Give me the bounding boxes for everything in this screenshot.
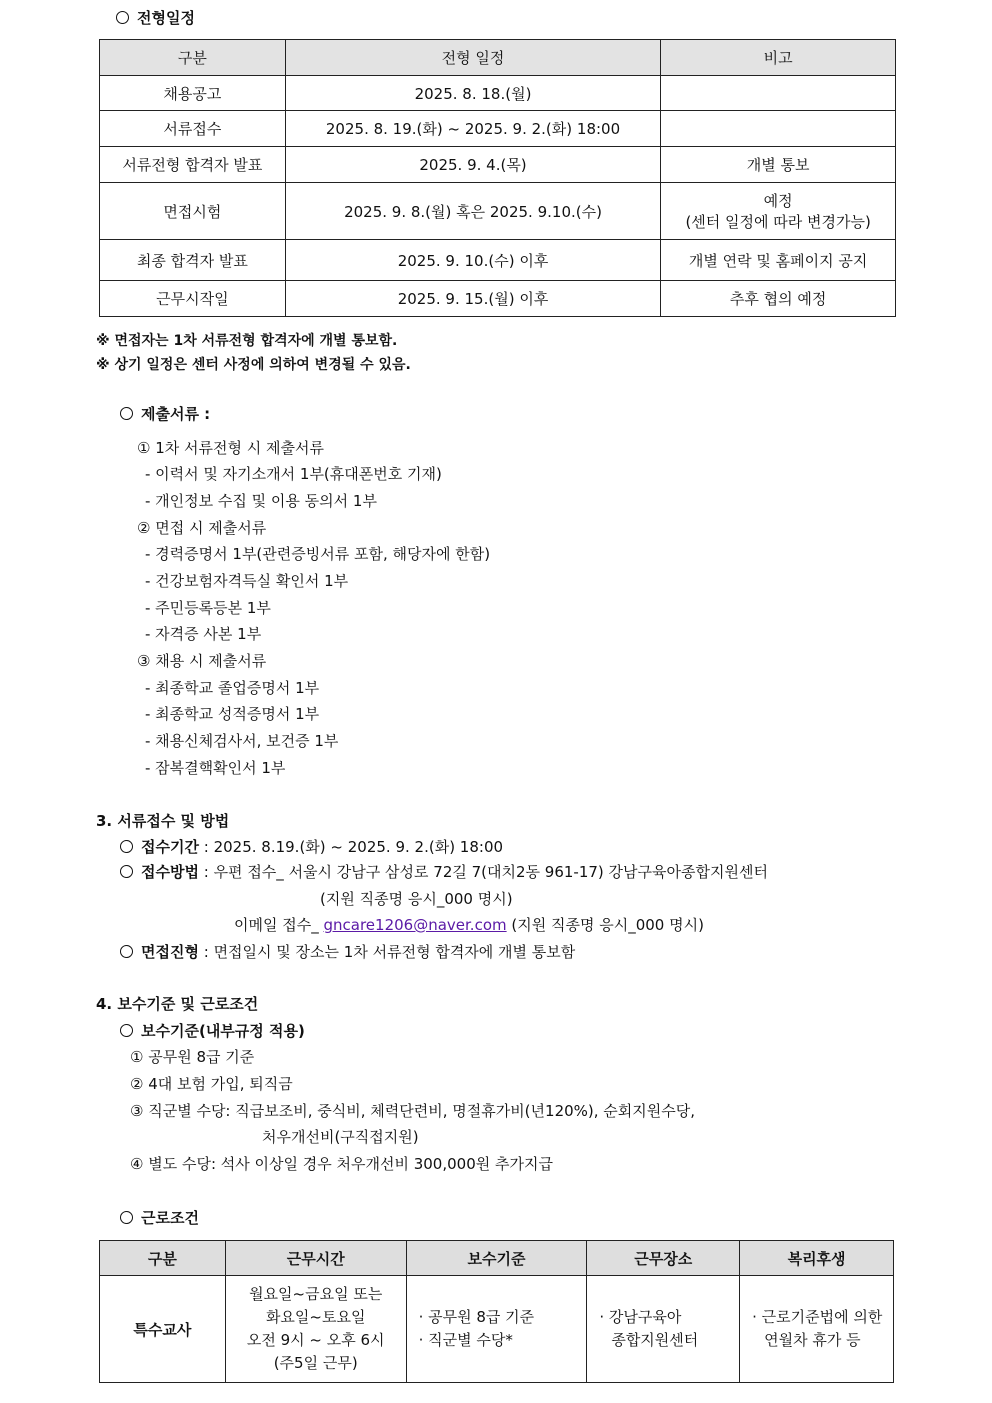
circle-bullet-icon xyxy=(120,865,133,878)
col-header-hours: 근무시간 xyxy=(225,1241,406,1276)
list-item: ② 4대 보험 가입, 퇴직금 xyxy=(130,1075,293,1093)
circle-bullet-icon xyxy=(120,1211,133,1224)
list-item: - 건강보험자격득실 확인서 1부 xyxy=(145,572,349,590)
col-header-schedule: 전형 일정 xyxy=(285,40,661,76)
circle-bullet-icon xyxy=(120,945,133,958)
list-item: ③ 채용 시 제출서류 xyxy=(137,652,267,670)
list-item: ① 1차 서류전형 시 제출서류 xyxy=(137,439,324,457)
table-row: 최종 합격자 발표 2025. 9. 10.(수) 이후 개별 연락 및 홈페이지 공지 xyxy=(100,240,896,281)
list-item: - 자격증 사본 1부 xyxy=(145,625,262,643)
list-item: - 주민등록등본 1부 xyxy=(145,599,271,617)
list-item: - 이력서 및 자기소개서 1부(휴대폰번호 기재) xyxy=(145,465,442,483)
table-row: 서류접수 2025. 8. 19.(화) ~ 2025. 9. 2.(화) 18:00 xyxy=(100,111,896,147)
list-item: - 경력증명서 1부(관련증빙서류 포함, 해당자에 한함) xyxy=(145,545,491,563)
circle-bullet-icon xyxy=(120,407,133,420)
col-header-category: 구분 xyxy=(100,1241,226,1276)
work-conditions-table xyxy=(99,1240,894,1383)
email-line: 이메일 접수_ gncare1206@naver.com (지원 직종명 응시_000 명시) xyxy=(234,916,704,934)
pay-heading: 보수기준(내부규정 적용) xyxy=(120,1020,305,1041)
list-item: - 채용신체검사서, 보건증 1부 xyxy=(145,732,339,750)
schedule-note-2: ※ 상기 일정은 센터 사정에 의하여 변경될 수 있음. xyxy=(96,357,411,373)
circle-bullet-icon xyxy=(116,11,129,24)
circle-bullet-icon xyxy=(120,840,133,853)
circle-bullet-icon xyxy=(120,1024,133,1037)
col-header-welfare: 복리후생 xyxy=(740,1241,894,1276)
list-item: - 개인정보 수집 및 이용 동의서 1부 xyxy=(145,492,377,510)
schedule-heading: 전형일정 xyxy=(116,7,195,28)
section3-title: 3. 서류접수 및 방법 xyxy=(96,812,230,830)
col-header-category: 구분 xyxy=(100,40,286,76)
documents-heading: 제출서류 : xyxy=(120,403,210,424)
table-row: 근무시작일 2025. 9. 15.(월) 이후 추후 협의 예정 xyxy=(100,281,896,317)
list-item: - 최종학교 졸업증명서 1부 xyxy=(145,679,320,697)
method-line: 접수방법 : 우편 접수_ 서울시 강남구 삼성로 72길 7(대치2동 961-17) 강남구육아종합지원센터 xyxy=(120,861,768,882)
col-header-pay: 보수기준 xyxy=(406,1241,587,1276)
list-item: ① 공무원 8급 기준 xyxy=(130,1048,255,1066)
list-item: 처우개선비(구직접지원) xyxy=(262,1128,419,1146)
col-header-place: 근무장소 xyxy=(587,1241,740,1276)
interview-line: 면접진형 : 면접일시 및 장소는 1차 서류전형 합격자에 개별 통보함 xyxy=(120,941,575,962)
col-header-note: 비고 xyxy=(661,40,896,76)
list-item: - 잠복결핵확인서 1부 xyxy=(145,759,286,777)
table-row: 서류전형 합격자 발표 2025. 9. 4.(목) 개별 통보 xyxy=(100,147,896,183)
work-heading: 근로조건 xyxy=(120,1207,199,1228)
method-sub: (지원 직종명 응시_000 명시) xyxy=(320,890,513,908)
list-item: ② 면접 시 제출서류 xyxy=(137,519,267,537)
schedule-table xyxy=(99,39,896,317)
period-line: 접수기간 : 2025. 8.19.(화) ~ 2025. 9. 2.(화) 18:00 xyxy=(120,836,503,857)
list-item: ④ 별도 수당: 석사 이상일 경우 처우개선비 300,000원 추가지급 xyxy=(130,1155,553,1173)
list-item: ③ 직군별 수당: 직급보조비, 중식비, 체력단련비, 명절휴가비(년120%), 순회지원수당, xyxy=(130,1102,696,1120)
table-row: 면접시험 2025. 9. 8.(월) 혹은 2025. 9.10.(수) 예정 (센터 일정에 따라 변경가능) xyxy=(100,183,896,240)
list-item: - 최종학교 성적증명서 1부 xyxy=(145,705,320,723)
section4-title: 4. 보수기준 및 근로조건 xyxy=(96,995,259,1013)
email-link[interactable]: gncare1206@naver.com xyxy=(323,916,507,934)
table-row: 채용공고 2025. 8. 18.(월) xyxy=(100,76,896,111)
schedule-note-1: ※ 면접자는 1차 서류전형 합격자에 개별 통보함. xyxy=(96,333,398,349)
table-row: 특수교사 월요일~금요일 또는 화요일~토요일 오전 9시 ~ 오후 6시 (주5일 근무) · 공무원 8급 기준 · 직군별 수당* · 강남구육아 종합지원센터 · 근로기준법에 의한 연월차 휴가 등 xyxy=(100,1276,894,1383)
